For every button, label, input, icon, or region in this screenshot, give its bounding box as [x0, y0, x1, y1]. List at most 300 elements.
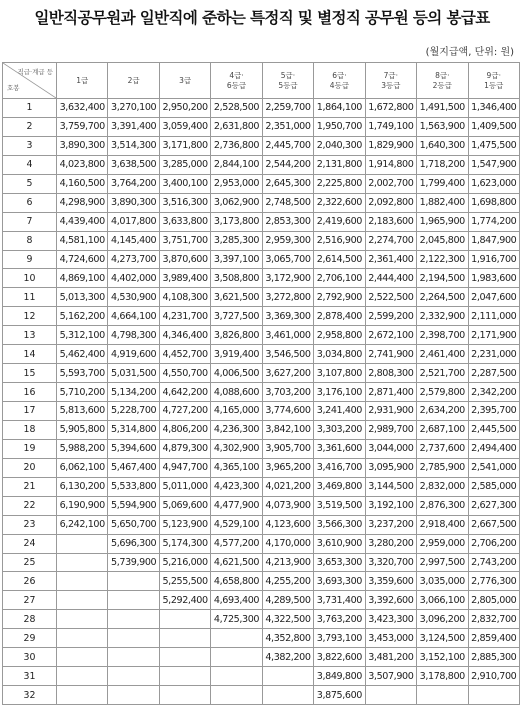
grade-header-cell [108, 63, 159, 99]
pay-cell: 4,145,400 [108, 231, 159, 250]
corner-header-cell [3, 63, 57, 99]
pay-cell: 2,631,800 [211, 117, 262, 136]
pay-cell: 4,017,800 [108, 212, 159, 231]
pay-cell: 4,365,100 [211, 458, 262, 477]
pay-cell: 2,832,700 [468, 610, 520, 629]
table-row [3, 212, 520, 231]
table-row [3, 402, 520, 421]
pay-cell [57, 553, 108, 572]
pay-cell: 2,332,900 [417, 307, 468, 326]
grade-header-label: 5등급 [278, 80, 298, 90]
pay-cell: 2,687,100 [417, 420, 468, 439]
step-cell: 18 [3, 420, 57, 439]
pay-cell: 2,953,000 [211, 174, 262, 193]
grade-header-label: 2급 [127, 75, 140, 85]
pay-cell: 3,392,600 [365, 591, 416, 610]
pay-cell: 4,621,500 [211, 553, 262, 572]
step-cell: 6 [3, 193, 57, 212]
pay-cell: 2,541,000 [468, 458, 520, 477]
pay-cell: 6,130,200 [57, 477, 108, 496]
pay-cell: 4,869,100 [57, 269, 108, 288]
pay-cell: 4,423,300 [211, 477, 262, 496]
pay-cell: 3,842,100 [262, 420, 313, 439]
step-cell: 31 [3, 667, 57, 686]
pay-cell: 5,162,200 [57, 307, 108, 326]
step-cell: 23 [3, 515, 57, 534]
pay-cell: 4,023,800 [57, 155, 108, 174]
pay-cell [108, 591, 159, 610]
pay-cell: 1,698,800 [468, 193, 520, 212]
pay-cell: 4,724,600 [57, 250, 108, 269]
pay-cell: 2,741,900 [365, 345, 416, 364]
table-row [3, 420, 520, 439]
grade-header-label: 3급 [179, 75, 192, 85]
pay-cell: 2,045,800 [417, 231, 468, 250]
pay-cell: 3,237,200 [365, 515, 416, 534]
pay-cell: 2,585,000 [468, 477, 520, 496]
pay-cell: 3,303,200 [314, 420, 365, 439]
pay-cell: 5,467,400 [108, 458, 159, 477]
pay-cell [57, 534, 108, 553]
pay-cell: 1,623,000 [468, 174, 520, 193]
step-cell: 22 [3, 496, 57, 515]
pay-cell: 3,241,400 [314, 402, 365, 421]
pay-cell: 3,095,900 [365, 458, 416, 477]
pay-cell: 3,759,700 [57, 117, 108, 136]
pay-cell: 5,696,300 [108, 534, 159, 553]
pay-cell: 5,988,200 [57, 439, 108, 458]
pay-cell: 3,359,600 [365, 572, 416, 591]
pay-cell: 2,225,800 [314, 174, 365, 193]
pay-cell: 3,272,800 [262, 288, 313, 307]
step-cell: 16 [3, 383, 57, 402]
pay-cell: 2,461,400 [417, 345, 468, 364]
step-cell: 19 [3, 439, 57, 458]
step-cell: 8 [3, 231, 57, 250]
pay-cell: 3,826,800 [211, 326, 262, 345]
table-row [3, 117, 520, 136]
pay-cell: 3,633,800 [159, 212, 210, 231]
pay-cell: 4,382,200 [262, 648, 313, 667]
pay-cell: 2,871,400 [365, 383, 416, 402]
step-cell: 24 [3, 534, 57, 553]
pay-cell: 3,638,500 [108, 155, 159, 174]
pay-cell [108, 610, 159, 629]
pay-cell: 1,475,500 [468, 136, 520, 155]
pay-cell: 2,342,200 [468, 383, 520, 402]
pay-cell: 4,727,200 [159, 402, 210, 421]
pay-cell: 1,799,400 [417, 174, 468, 193]
pay-cell: 2,918,400 [417, 515, 468, 534]
pay-cell: 2,092,800 [365, 193, 416, 212]
pay-cell [211, 667, 262, 686]
step-cell: 25 [3, 553, 57, 572]
pay-cell: 5,650,700 [108, 515, 159, 534]
pay-cell [211, 686, 262, 705]
pay-cell: 2,528,500 [211, 99, 262, 118]
pay-cell: 3,124,500 [417, 629, 468, 648]
pay-cell: 2,194,500 [417, 269, 468, 288]
pay-cell: 5,013,300 [57, 288, 108, 307]
pay-cell: 3,693,300 [314, 572, 365, 591]
step-cell: 28 [3, 610, 57, 629]
pay-cell: 1,950,700 [314, 117, 365, 136]
step-cell: 14 [3, 345, 57, 364]
grade-header-label: 6등급 [226, 80, 247, 90]
pay-cell: 2,322,600 [314, 193, 365, 212]
pay-cell: 2,627,300 [468, 496, 520, 515]
grade-header-cell [262, 63, 313, 99]
pay-cell: 3,566,300 [314, 515, 365, 534]
pay-cell: 3,361,600 [314, 439, 365, 458]
grade-header-cell [159, 63, 210, 99]
pay-cell [159, 648, 210, 667]
step-cell: 7 [3, 212, 57, 231]
pay-cell: 4,123,600 [262, 515, 313, 534]
pay-cell: 1,916,700 [468, 250, 520, 269]
pay-cell: 4,664,100 [108, 307, 159, 326]
pay-cell: 2,808,300 [365, 364, 416, 383]
pay-cell: 2,876,300 [417, 496, 468, 515]
pay-cell: 3,546,500 [262, 345, 313, 364]
pay-cell: 3,065,700 [262, 250, 313, 269]
corner-step-label: 호봉 [7, 84, 20, 92]
pay-cell: 1,547,900 [468, 155, 520, 174]
pay-cell: 3,400,100 [159, 174, 210, 193]
pay-cell: 4,236,300 [211, 420, 262, 439]
pay-cell [57, 572, 108, 591]
pay-cell: 3,764,200 [108, 174, 159, 193]
pay-cell: 2,516,900 [314, 231, 365, 250]
grade-header-cell [211, 63, 262, 99]
pay-cell: 3,989,400 [159, 269, 210, 288]
step-cell: 5 [3, 174, 57, 193]
pay-cell: 5,216,000 [159, 553, 210, 572]
table-row [3, 534, 520, 553]
unit-note: (월지급액, 단위: 원) [425, 47, 514, 58]
pay-cell: 4,088,600 [211, 383, 262, 402]
pay-cell: 4,947,700 [159, 458, 210, 477]
pay-cell: 2,931,900 [365, 402, 416, 421]
step-cell: 29 [3, 629, 57, 648]
pay-cell: 4,213,900 [262, 553, 313, 572]
pay-cell: 2,805,000 [468, 591, 520, 610]
pay-cell: 4,322,500 [262, 610, 313, 629]
pay-cell: 5,134,200 [108, 383, 159, 402]
pay-cell: 3,178,800 [417, 667, 468, 686]
pay-cell: 2,183,600 [365, 212, 416, 231]
table-row [3, 610, 520, 629]
pay-cell: 2,792,900 [314, 288, 365, 307]
pay-cell: 3,870,600 [159, 250, 210, 269]
pay-cell: 5,255,500 [159, 572, 210, 591]
pay-cell: 5,462,400 [57, 345, 108, 364]
pay-cell: 3,763,200 [314, 610, 365, 629]
pay-cell: 2,522,500 [365, 288, 416, 307]
pay-cell: 2,361,400 [365, 250, 416, 269]
pay-cell: 1,718,200 [417, 155, 468, 174]
pay-cell: 4,170,000 [262, 534, 313, 553]
pay-cell: 2,743,200 [468, 553, 520, 572]
pay-cell: 2,989,700 [365, 420, 416, 439]
pay-cell: 1,346,400 [468, 99, 520, 118]
pay-cell: 3,849,800 [314, 667, 365, 686]
pay-cell: 3,171,800 [159, 136, 210, 155]
pay-cell: 5,739,900 [108, 553, 159, 572]
pay-cell: 3,397,100 [211, 250, 262, 269]
pay-cell: 4,298,900 [57, 193, 108, 212]
pay-cell: 5,312,100 [57, 326, 108, 345]
step-cell: 32 [3, 686, 57, 705]
grade-header-cell [57, 63, 108, 99]
pay-cell: 1,563,900 [417, 117, 468, 136]
pay-cell: 2,959,300 [262, 231, 313, 250]
pay-cell: 2,672,100 [365, 326, 416, 345]
table-row [3, 477, 520, 496]
pay-cell: 3,172,900 [262, 269, 313, 288]
step-cell: 21 [3, 477, 57, 496]
pay-cell: 1,847,900 [468, 231, 520, 250]
pay-cell: 2,614,500 [314, 250, 365, 269]
pay-cell: 2,959,000 [417, 534, 468, 553]
pay-cell: 2,706,100 [314, 269, 365, 288]
pay-cell [108, 572, 159, 591]
pay-cell: 2,419,600 [314, 212, 365, 231]
pay-cell: 2,131,800 [314, 155, 365, 174]
pay-cell [159, 610, 210, 629]
pay-cell: 3,416,700 [314, 458, 365, 477]
pay-cell: 2,047,600 [468, 288, 520, 307]
pay-cell [108, 648, 159, 667]
pay-cell: 2,950,200 [159, 99, 210, 118]
grade-header-cell [365, 63, 416, 99]
pay-cell: 2,958,800 [314, 326, 365, 345]
pay-cell: 3,461,000 [262, 326, 313, 345]
pay-cell: 6,242,100 [57, 515, 108, 534]
pay-cell: 4,006,500 [211, 364, 262, 383]
pay-cell [159, 629, 210, 648]
table-row [3, 136, 520, 155]
step-cell: 27 [3, 591, 57, 610]
pay-cell [57, 629, 108, 648]
pay-cell: 3,516,300 [159, 193, 210, 212]
table-row [3, 496, 520, 515]
pay-cell: 4,577,200 [211, 534, 262, 553]
table-row [3, 231, 520, 250]
pay-cell: 2,444,400 [365, 269, 416, 288]
pay-cell: 3,774,600 [262, 402, 313, 421]
pay-cell: 1,829,900 [365, 136, 416, 155]
table-row [3, 458, 520, 477]
step-cell: 4 [3, 155, 57, 174]
pay-cell: 4,452,700 [159, 345, 210, 364]
step-cell: 15 [3, 364, 57, 383]
table-row [3, 345, 520, 364]
pay-cell: 2,853,300 [262, 212, 313, 231]
step-cell: 10 [3, 269, 57, 288]
pay-cell: 2,231,000 [468, 345, 520, 364]
pay-cell: 4,879,300 [159, 439, 210, 458]
corner-grade-label: 직급·계급 등 [17, 68, 53, 76]
table-row [3, 515, 520, 534]
pay-cell: 2,910,700 [468, 667, 520, 686]
step-cell: 1 [3, 99, 57, 118]
pay-cell: 2,878,400 [314, 307, 365, 326]
pay-cell: 3,703,200 [262, 383, 313, 402]
pay-cell: 2,002,700 [365, 174, 416, 193]
table-row [3, 553, 520, 572]
pay-cell: 3,062,900 [211, 193, 262, 212]
pay-cell: 3,822,600 [314, 648, 365, 667]
pay-cell: 3,514,300 [108, 136, 159, 155]
pay-cell: 2,885,300 [468, 648, 520, 667]
pay-cell: 5,533,800 [108, 477, 159, 496]
pay-cell: 4,725,300 [211, 610, 262, 629]
pay-cell: 2,351,000 [262, 117, 313, 136]
table-row [3, 383, 520, 402]
pay-cell: 3,731,400 [314, 591, 365, 610]
pay-cell: 3,176,100 [314, 383, 365, 402]
pay-cell: 2,521,700 [417, 364, 468, 383]
pay-cell: 3,965,200 [262, 458, 313, 477]
pay-cell [108, 629, 159, 648]
pay-cell: 3,144,500 [365, 477, 416, 496]
pay-cell: 2,122,300 [417, 250, 468, 269]
pay-cell: 6,190,900 [57, 496, 108, 515]
pay-cell: 2,494,400 [468, 439, 520, 458]
pay-cell: 1,672,800 [365, 99, 416, 118]
pay-cell: 3,890,300 [57, 136, 108, 155]
step-cell: 3 [3, 136, 57, 155]
grade-header-label: 8급· [435, 70, 450, 80]
pay-cell: 3,627,200 [262, 364, 313, 383]
grade-header-label: 1등급 [484, 80, 504, 90]
pay-cell: 4,439,400 [57, 212, 108, 231]
pay-cell: 1,640,300 [417, 136, 468, 155]
pay-cell: 3,481,200 [365, 648, 416, 667]
pay-cell: 2,785,900 [417, 458, 468, 477]
pay-cell: 3,369,300 [262, 307, 313, 326]
pay-cell: 2,667,500 [468, 515, 520, 534]
pay-cell: 5,031,500 [108, 364, 159, 383]
pay-cell: 2,706,200 [468, 534, 520, 553]
table-row [3, 155, 520, 174]
pay-cell: 5,905,800 [57, 420, 108, 439]
pay-cell: 3,610,900 [314, 534, 365, 553]
pay-cell: 3,905,700 [262, 439, 313, 458]
pay-scale-table [2, 62, 520, 705]
grade-header-label: 1급 [76, 75, 89, 85]
pay-cell: 3,270,100 [108, 99, 159, 118]
pay-cell: 3,423,300 [365, 610, 416, 629]
pay-cell: 3,034,800 [314, 345, 365, 364]
pay-cell: 5,069,600 [159, 496, 210, 515]
pay-cell: 4,477,900 [211, 496, 262, 515]
pay-cell: 5,292,400 [159, 591, 210, 610]
table-row [3, 364, 520, 383]
pay-cell [57, 648, 108, 667]
pay-cell [57, 686, 108, 705]
table-row [3, 307, 520, 326]
grade-header-label: 9급· [486, 70, 501, 80]
pay-cell: 3,653,300 [314, 553, 365, 572]
pay-cell: 5,813,600 [57, 402, 108, 421]
pay-cell: 3,919,400 [211, 345, 262, 364]
table-row [3, 250, 520, 269]
pay-cell: 2,645,300 [262, 174, 313, 193]
grade-header-label: 3등급 [381, 80, 401, 90]
pay-cell: 1,864,100 [314, 99, 365, 118]
table-body [3, 99, 520, 705]
pay-cell: 3,096,200 [417, 610, 468, 629]
table-row [3, 629, 520, 648]
table-row [3, 99, 520, 118]
pay-cell: 1,983,600 [468, 269, 520, 288]
pay-cell: 2,259,700 [262, 99, 313, 118]
pay-cell: 4,530,900 [108, 288, 159, 307]
step-cell: 11 [3, 288, 57, 307]
pay-cell [211, 648, 262, 667]
pay-cell: 4,642,200 [159, 383, 210, 402]
pay-cell: 2,274,700 [365, 231, 416, 250]
pay-cell: 3,320,700 [365, 553, 416, 572]
step-cell: 2 [3, 117, 57, 136]
step-cell: 20 [3, 458, 57, 477]
pay-cell [108, 686, 159, 705]
table-row [3, 591, 520, 610]
pay-cell: 2,040,300 [314, 136, 365, 155]
pay-cell: 3,285,000 [159, 155, 210, 174]
grade-header-label: 6급· [332, 70, 347, 80]
pay-cell: 4,402,000 [108, 269, 159, 288]
table-header [3, 63, 520, 99]
pay-cell: 5,011,000 [159, 477, 210, 496]
step-cell: 30 [3, 648, 57, 667]
pay-cell [365, 686, 416, 705]
grade-header-cell [314, 63, 365, 99]
pay-cell [108, 667, 159, 686]
pay-cell: 5,228,700 [108, 402, 159, 421]
pay-cell: 2,445,500 [468, 420, 520, 439]
pay-cell: 4,919,600 [108, 345, 159, 364]
pay-cell [159, 667, 210, 686]
pay-cell: 4,021,200 [262, 477, 313, 496]
pay-cell: 4,302,900 [211, 439, 262, 458]
pay-cell: 2,634,200 [417, 402, 468, 421]
grade-header-cell [417, 63, 468, 99]
pay-cell: 3,508,800 [211, 269, 262, 288]
pay-cell: 2,776,300 [468, 572, 520, 591]
pay-cell: 4,289,500 [262, 591, 313, 610]
pay-cell: 2,997,500 [417, 553, 468, 572]
pay-cell: 4,581,100 [57, 231, 108, 250]
step-cell: 13 [3, 326, 57, 345]
pay-cell: 4,798,300 [108, 326, 159, 345]
header-row [3, 63, 520, 99]
pay-cell: 3,107,800 [314, 364, 365, 383]
pay-cell: 3,280,200 [365, 534, 416, 553]
pay-cell: 1,882,400 [417, 193, 468, 212]
pay-cell: 3,192,100 [365, 496, 416, 515]
pay-cell: 5,594,900 [108, 496, 159, 515]
pay-cell: 1,749,100 [365, 117, 416, 136]
pay-cell: 1,965,900 [417, 212, 468, 231]
pay-cell: 4,806,200 [159, 420, 210, 439]
pay-cell: 5,710,200 [57, 383, 108, 402]
pay-cell: 3,632,400 [57, 99, 108, 118]
table-row [3, 174, 520, 193]
table-row [3, 269, 520, 288]
